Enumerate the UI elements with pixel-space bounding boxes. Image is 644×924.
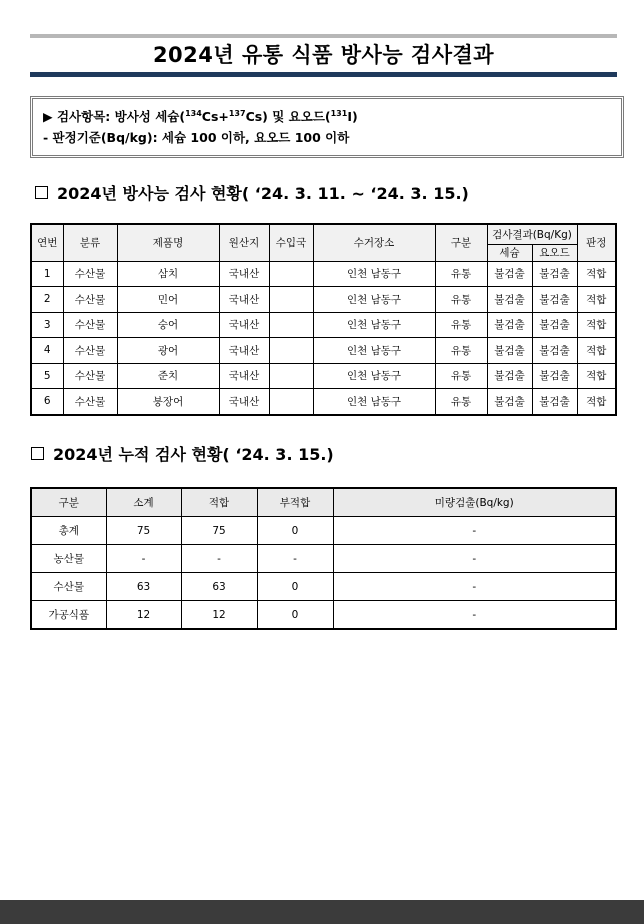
cell-cesium: 불검출 [487,338,532,364]
cell-import-country [269,312,313,338]
cell-place: 인천 남동구 [313,363,435,389]
table-row [31,573,616,601]
header-origin: 원산지 [219,224,269,261]
table-row [31,517,616,545]
cell-iodine: 불검출 [532,287,577,313]
header-division: 구분 [435,224,487,261]
cell-origin: 국내산 [219,287,269,313]
cell-pass: 75 [181,517,257,545]
header-iodine: 요오드 [532,244,577,261]
cell-judgment: 적합 [577,261,616,287]
cell-division: 유통 [435,287,487,313]
judgment-criteria-line: - 판정기준(Bq/kg): 세슘 100 이하, 요오드 100 이하 [43,130,350,146]
cell-trace: - [333,601,616,630]
cell-judgment: 적합 [577,287,616,313]
cell-fail: 0 [257,517,333,545]
header-pass: 적합 [181,488,257,517]
cell-place: 인천 남동구 [313,338,435,364]
cell-no: 1 [31,261,63,287]
cell-category: 수산물 [63,389,117,415]
cell-division: 유통 [435,389,487,415]
cell-category: 수산물 [63,338,117,364]
cell-trace: - [333,545,616,573]
cell-fail: - [257,545,333,573]
cell-product: 준치 [117,363,219,389]
document-title: 2024년 유통 식품 방사능 검사결과 [152,43,495,67]
cell-subtotal: 12 [106,601,181,630]
header-cesium: 세슘 [487,244,532,261]
header-collection-place: 수거장소 [313,224,435,261]
inspection-info-box [30,96,624,158]
cell-import-country [269,287,313,313]
cell-product: 광어 [117,338,219,364]
cell-judgment: 적합 [577,338,616,364]
cell-no: 5 [31,363,63,389]
cell-iodine: 불검출 [532,312,577,338]
cell-cesium: 불검출 [487,389,532,415]
footer-bar [0,900,644,924]
title-bottom-rule [30,72,617,77]
header-division: 구분 [31,488,106,517]
cell-iodine: 불검출 [532,389,577,415]
cell-product: 민어 [117,287,219,313]
cell-pass: 12 [181,601,257,630]
cell-subtotal: - [106,545,181,573]
cell-product: 삼치 [117,261,219,287]
cell-category: 수산물 [63,363,117,389]
inspection-items-line: ▶ 검사항목: 방사성 세슘($^{134}$Cs+$^{137}$Cs) 및 요오드($^{131}$I) [43,109,358,125]
cell-origin: 국내산 [219,261,269,287]
cell-division: 유통 [435,312,487,338]
inspection-status-table [30,223,617,416]
cell-place: 인천 남동구 [313,287,435,313]
header-judgment: 판정 [577,224,616,261]
table-row [31,338,616,364]
cell-division: 유통 [435,363,487,389]
cell-origin: 국내산 [219,389,269,415]
checkbox-icon [35,186,48,199]
cell-no: 3 [31,312,63,338]
cell-iodine: 불검출 [532,261,577,287]
header-subtotal: 소계 [106,488,181,517]
cell-no: 2 [31,287,63,313]
cell-subtotal: 75 [106,517,181,545]
cell-no: 6 [31,389,63,415]
cell-division: 유통 [435,261,487,287]
cell-fail: 0 [257,601,333,630]
cell-product: 붕장어 [117,389,219,415]
section1-heading: 2024년 방사능 검사 현황( ‘24. 3. 11. ~ ‘24. 3. 15.) [35,181,469,204]
cell-division: 가공식품 [31,601,106,630]
cell-division: 농산물 [31,545,106,573]
cumulative-status-table [30,487,617,630]
cell-judgment: 적합 [577,363,616,389]
table-row [31,601,616,630]
cell-product: 숭어 [117,312,219,338]
cell-division: 수산물 [31,573,106,601]
table-row [31,312,616,338]
cell-import-country [269,261,313,287]
cell-category: 수산물 [63,261,117,287]
cell-import-country [269,363,313,389]
cell-origin: 국내산 [219,312,269,338]
cell-place: 인천 남동구 [313,389,435,415]
cell-cesium: 불검출 [487,261,532,287]
cell-trace: - [333,573,616,601]
cell-no: 4 [31,338,63,364]
cell-judgment: 적합 [577,312,616,338]
header-import-country: 수입국 [269,224,313,261]
table-row [31,261,616,287]
cell-category: 수산물 [63,287,117,313]
header-trace-detected: 미량검출(Bq/kg) [333,488,616,517]
cell-division: 유통 [435,338,487,364]
table-row [31,287,616,313]
cell-pass: 63 [181,573,257,601]
table-row [31,545,616,573]
cell-origin: 국내산 [219,363,269,389]
table-row [31,363,616,389]
cell-pass: - [181,545,257,573]
cell-origin: 국내산 [219,338,269,364]
header-no: 연번 [31,224,63,261]
section2-heading: 2024년 누적 검사 현황( ‘24. 3. 15.) [31,442,334,465]
cell-trace: - [333,517,616,545]
cell-cesium: 불검출 [487,287,532,313]
header-product: 제품명 [117,224,219,261]
cell-cesium: 불검출 [487,312,532,338]
cell-division: 총계 [31,517,106,545]
cell-import-country [269,338,313,364]
header-result: 검사결과(Bq/Kg) [487,224,577,244]
checkbox-icon [31,447,44,460]
cell-cesium: 불검출 [487,363,532,389]
cell-fail: 0 [257,573,333,601]
table-row [31,389,616,415]
cell-place: 인천 남동구 [313,312,435,338]
header-category: 분류 [63,224,117,261]
cell-import-country [269,389,313,415]
header-fail: 부적합 [257,488,333,517]
cell-judgment: 적합 [577,389,616,415]
cell-iodine: 불검출 [532,338,577,364]
cell-category: 수산물 [63,312,117,338]
cell-place: 인천 남동구 [313,261,435,287]
cell-subtotal: 63 [106,573,181,601]
cell-iodine: 불검출 [532,363,577,389]
